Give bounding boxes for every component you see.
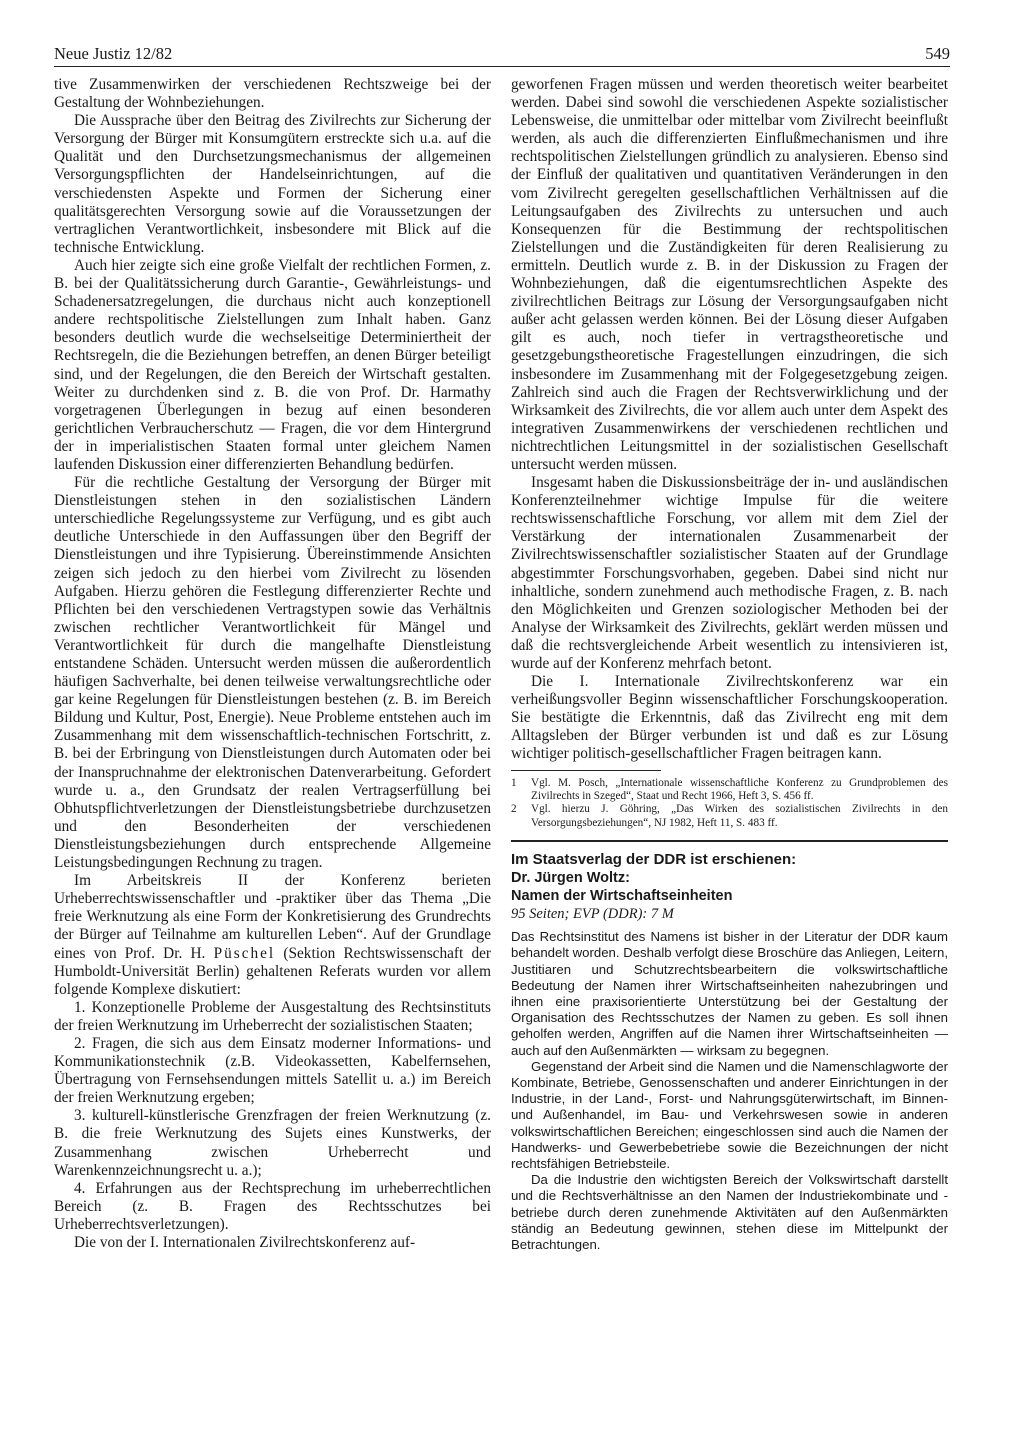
paragraph: tive Zusammenwirken der verschiedenen Rechtszweige bei der Gestaltung der Wohnbeziehungen. [54, 76, 491, 112]
book-notice-rule [511, 840, 948, 842]
running-head [54, 44, 950, 66]
list-item: 1. Konzeptionelle Probleme der Ausgestaltung des Rechtsinstituts der freien Werknutzung im Urheberrecht der sozialistischen Staaten; [54, 998, 491, 1034]
footnote-text: Vgl. M. Posch, „Internationale wissenschaftliche Konferenz zu Grundproblemen des Zivilrechts in Szeged“, Staat und Recht 1966, Heft 3, S. 456 ff. [531, 776, 948, 802]
paragraph: geworfenen Fragen müssen und werden theoretisch weiter bearbeitet werden. Dabei sind sowohl die verschiedenen Aspekte sozialistischer Lebensweise, die unmittelbar oder mittelbar vom Zivilrecht beeinflußt werden, als auch die differenzierten Einflußmechanismen und ihre rechtspolitischen Zielstellungen gründlich zu analysieren. Ebenso sind der Einfluß der qualitativen und quantitativen Veränderungen in den vom Zivilrecht geregelten gesellschaftlichen Verhältnissen auf die Leitungsaufgaben des Zivilrechts zu untersuchen und auch Konsequenzen für die Bestimmung der rechtspolitischen Zielstellungen und die Zuständigkeiten für deren Realisierung zu ermitteln. Deutlich wurde z. B. in der Diskussion zu Fragen der Wohnbeziehungen, daß die eigentumsrechtlichen Aspekte des zivilrechtlichen Beitrags zur Lösung der Versorgungsaufgaben nicht außer acht gelassen werden können. Bei der Lösung dieser Aufgaben gilt es auch, noch tiefer in vertragstheoretische und gesetzgebungstheoretische Fragestellungen einzudringen, die sich insbesondere im Zusammenhang mit der Folgegesetzgebung zeigen. Zahlreich sind auch die Fragen der Rechtsverwirklichung und der Wirksamkeit des Zivilrechts, die vor allem auch unter dem Aspekt des integrativen Zusammenwirkens der verschiedenen rechtlichen und nichtrechtlichen Leitungsmittel in der sozialistischen Gesellschaft untersucht werden müssen. [511, 76, 948, 473]
footnote [511, 803, 948, 830]
book-notice-header: Im Staatsverlag der DDR ist erschienen: [511, 851, 797, 869]
book-notice-paragraph: Gegenstand der Arbeit sind die Namen und die Namenschlagworte der Kombinate, Betriebe, Genossenschaften und anderer Einrichtungen in der Industrie, in der Land-, Forst- und Nahrungsgüterwirtschaft, im Binnen- und Außenhandel, im Bau- und Verkehrswesen sowie in anderen volkswirtschaftlichen Bereichen; eingeschlossen sind auch die Namen der Handwerks- und Gewerbebetriebe sowie die Bezeichnungen der nicht rechtsfähigen Betriebsteile. [511, 1058, 948, 1172]
book-notice-paragraph: Da die Industrie den wichtigsten Bereich der Volkswirtschaft darstellt und die Rechtsverhältnisse an den Namen der Industriekombinate und -betriebe durch deren zunehmende Aktivitäten auf den Außenmärkten ständig an Bedeutung gewinnen, stehen diese im Mittelpunkt der Betrachtungen. [511, 1172, 948, 1253]
page-number: 549 [925, 44, 950, 63]
paragraph: Die von der I. Internationalen Zivilrechtskonferenz auf- [74, 1234, 416, 1251]
footnote-text: Vgl. hierzu J. Göhring, „Das Wirken des sozialistischen Zivilrechts in den Versorgungsbeziehungen“, NJ 1982, Heft 11, S. 483 ff. [531, 803, 948, 829]
book-title: Namen der Wirtschaftseinheiten [511, 888, 733, 905]
person-name: Püschel [213, 944, 276, 962]
paragraph [54, 872, 491, 999]
paragraph-text: Im Arbeitskreis II der Konferenz berieten Urheberrechtswissenschaftler und -praktiker über das Thema „Die freie Werknutzung als eine Form der Konkretisierung des Grundrechts der Bürger auf Teilnahme am kulturellen Leben“. Auf der Grundlage eines von Prof. Dr. H. [54, 872, 491, 962]
paragraph: Insgesamt haben die Diskussionsbeiträge der in- und ausländischen Konferenzteilnehmer wichtige Impulse für die weitere rechtswissenschaftliche Forschung, vor allem mit dem Ziel der Verstärkung der internationalen Zusammenarbeit der Zivilrechtswissenschaftler sozialistischer Staaten auf der Grundlage abgestimmter Forschungsvorhaben, gegeben. Dabei sind nicht nur inhaltliche, sondern zunehmend auch methodische Fragen, z. B. nach den Möglichkeiten und Grenzen soziologischer Methoden bei der Analyse der Wirksamkeit des Zivilrechts, geklärt werden müssen und daß die rechtsvergleichende Arbeit wesentlich zu intensivieren ist, wurde auf der Konferenz mehrfach betont. [511, 474, 948, 672]
list-item: 2. Fragen, die sich aus dem Einsatz moderner Informations- und Kommunikationstechnik (z.B. Videokassetten, Kabelfernsehen, Übertragung von Fernsehsendungen mittels Satellit u. a.) im Bereich der freien Werknutzung ergeben; [54, 1034, 491, 1107]
left-column [54, 76, 491, 1252]
list-item: 4. Erfahrungen aus der Rechtsprechung im urheberrechtlichen Bereich (z. B. Fragen des Rechtsschutzes bei Urheberrechtsverletzungen). [54, 1179, 491, 1233]
book-notice-paragraph: Das Rechtsinstitut des Namens ist bisher in der Literatur der DDR kaum behandelt worden. Deshalb verfolgt diese Broschüre das Anliegen, Leitern, Justitiaren und Schutzrechtsbearbeitern die volkswirtschaftliche Bedeutung der Namen ihrer Wirtschaftseinheiten nahezubringen und ihnen eine praxisorientierte Unterstützung bei der Gestaltung der Organisation des Rechtsschutzes der Namen zu geben. Es soll ihnen geholfen werden, Angriffen auf die Namen ihrer Wirtschaftseinheiten — auch auf den Außenmärkten — wirksam zu begegnen. [511, 929, 948, 1058]
footnote-rule [511, 770, 661, 771]
paragraph: Die Aussprache über den Beitrag des Zivilrechts zur Sicherung der Versorgung der Bürger mit Konsumgütern erstreckte sich u.a. auf die Qualität und den Durchsetzungsmechanismus der allgemeinen Versorgungspflichten der Handelseinrichtungen, auf die verschiedensten Aspekte und Formen der Sicherung einer qualitätsgerechten Versorgung sowie auf die Voraussetzungen der vertraglichen Verantwortlichkeit, insbesondere mit Blick auf die technische Entwicklung. [54, 112, 491, 256]
footnote-number: 1 [511, 776, 517, 789]
right-column [511, 76, 948, 1253]
paragraph: Die I. Internationale Zivilrechtskonferenz war ein verheißungsvoller Beginn wissenschaftlicher Forschungskooperation. Sie bestätigte die Erkenntnis, daß das Zivilrecht eng mit dem Alltagsleben der Bürger verbunden ist und daß es zur Lösung wichtiger politisch-gesellschaftlicher Fragen beitragen kann. [511, 673, 948, 763]
footnote [511, 777, 948, 804]
list-item: 3. kulturell-künstlerische Grenzfragen der freien Werknutzung (z. B. die freie Werknutzung des Sujets eines Kunstwerks, der Zusammenhang zwischen Urheberrecht und Warenkennzeichnungsrecht u. a.); [54, 1107, 491, 1179]
book-author: Dr. Jürgen Woltz: [511, 870, 630, 887]
paragraph: Für die rechtliche Gestaltung der Versorgung der Bürger mit Dienstleistungen stehen in den sozialistischen Ländern unterschiedliche Regelungssysteme zur Verfügung, und es gibt auch deutliche Unterschiede in den Auffassungen über den Begriff der Dienstleistungen und ihre Typisierung. Übereinstimmende Ansichten zeigen sich jedoch zu den hierbei vom Zivilrecht zu lösenden Aufgaben. Hierzu gehören die Festlegung differenzierter Rechte und Pflichten bei den verschiedenen Vertragstypen sowie das Verhältnis zwischen rechtlicher Verantwortlichkeit für Mängel und Verantwortlichkeit für durch die mangelhafte Dienstleistung entstandene Schäden. Untersucht werden müssen die außerordentlich häufigen Sachverhalte, bei denen teilweise verwaltungsrechtliche oder gar keine Regelungen für Dienstleistungen bestehen (z. B. im Bereich Bildung und Kultur, Post, Energie). Neue Probleme entstehen auch im Zusammenhang mit dem wissenschaftlich-technischen Fortschritt, z. B. bei der Erbringung von Dienstleistungen durch Automaten oder bei der Inanspruchnahme der elektronischen Datenverarbeitung. Gefordert wurde u. a., den Grundsatz der realen Vertragserfüllung bei Obhutspflichtverletzungen der Dienstleistungsbetriebe durchzusetzen und den Besonderheiten der verschiedenen Dienstleistungsbeziehungen durch entsprechende Allgemeine Leistungsbedingungen Rechnung zu tragen. [54, 474, 491, 872]
paragraph-text: (Sektion Rechtswissenschaft der Humboldt-Universität Berlin) gehaltenen Referats wurden vor allem folgende Komplexe diskutiert: [54, 944, 491, 998]
header-rule [54, 66, 950, 67]
footnote-number: 2 [511, 803, 517, 816]
book-meta: 95 Seiten; EVP (DDR): 7 M [511, 906, 674, 923]
paragraph: Auch hier zeigte sich eine große Vielfalt der rechtlichen Formen, z. B. bei der Qualitätssicherung durch Garantie-, Gewährleistungs- und Schadenersatzregelungen, die durchaus nicht auch konzeptionell andere rechtspolitische Zielstellungen zum Inhalt haben. Ganz besonders deutlich wurde die wechselseitige Determiniertheit der Rechtsregeln, die die Beziehungen betreffen, an denen Bürger beteiligt sind, und der Regelungen, die den Bereich der Wirtschaft gestalten. Weiter zu durchdenken sind z. B. die von Prof. Dr. Harmathy vorgetragenen Überlegungen in bezug auf einen besonderen gerichtlichen Verbraucherschutz — Fragen, die vor dem Hintergrund der in imperialistischen Staaten formal unter gleichem Namen laufenden Diskussion einer differenzierten Behandlung bedürfen. [54, 256, 491, 473]
journal-title: Neue Justiz 12/82 [54, 44, 173, 63]
